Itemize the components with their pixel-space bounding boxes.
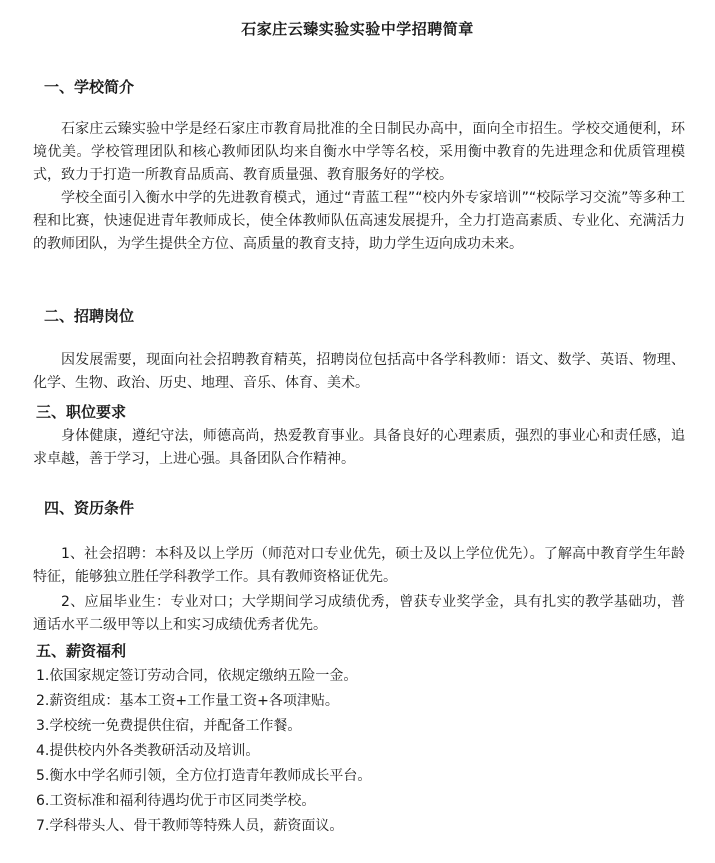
section-heading-positions: 二、招聘岗位 xyxy=(44,307,135,325)
paragraph-qualification-graduates: 2、应届毕业生：专业对口；大学期间学习成绩优秀，曾获专业奖学金，具有扎实的教学基础功，普通话水平二级甲等以上和实习成绩优秀者优先。 xyxy=(33,594,685,633)
section-heading-school-intro: 一、学校简介 xyxy=(44,78,135,96)
section-heading-qualifications: 四、资历条件 xyxy=(44,499,135,517)
benefits-list xyxy=(36,664,686,839)
paragraph-school-intro-1: 石家庄云臻实验中学是经石家庄市教育局批准的全日制民办高中，面向全市招生。学校交通便利，环境优美。学校管理团队和核心教师团队均来自衡水中学等名校，采用衡中教育的先进理念和优质管理模式，致力于打造一所教育品质高、教育质量强、教育服务好的学校。 xyxy=(33,121,685,183)
paragraph-school-intro-2: 学校全面引入衡水中学的先进教育模式，通过“青蓝工程”“校内外专家培训”“校际学习交流”等多种工程和比赛，快速促进青年教师成长，使全体教师队伍高速发展提升，全力打造高素质、专业化、充满活力的教师团队，为学生提供全方位、高质量的教育支持，助力学生迈向成功未来。 xyxy=(33,190,685,252)
paragraph-positions: 因发展需要，现面向社会招聘教育精英，招聘岗位包括高中各学科教师：语文、数学、英语、物理、化学、生物、政治、历史、地理、音乐、体育、美术。 xyxy=(33,352,685,391)
list-item: 1.依国家规定签订劳动合同，依规定缴纳五险一金。 xyxy=(36,668,358,684)
list-item: 4.提供校内外各类教研活动及培训。 xyxy=(36,743,260,759)
list-item: 5.衡水中学名师引领，全方位打造青年教师成长平台。 xyxy=(36,768,372,784)
section-heading-benefits: 五、薪资福利 xyxy=(36,642,127,660)
section-heading-requirements: 三、职位要求 xyxy=(36,403,127,421)
list-item: 7.学科带头人、骨干教师等特殊人员，薪资面议。 xyxy=(36,818,344,834)
document-title: 石家庄云臻实验实验中学招聘简章 xyxy=(241,20,474,38)
list-item: 6.工资标准和福利待遇均优于市区同类学校。 xyxy=(36,793,316,809)
list-item: 2.薪资组成：基本工资+工作量工资+各项津贴。 xyxy=(36,693,339,709)
list-item: 3.学校统一免费提供住宿，并配备工作餐。 xyxy=(36,718,302,734)
paragraph-qualification-social: 1、社会招聘：本科及以上学历（师范对口专业优先，硕士及以上学位优先）。了解高中教育学生年龄特征，能够独立胜任学科教学工作。具有教师资格证优先。 xyxy=(33,546,685,585)
paragraph-requirements: 身体健康，遵纪守法，师德高尚，热爱教育事业。具备良好的心理素质，强烈的事业心和责任感，追求卓越，善于学习，上进心强。具备团队合作精神。 xyxy=(33,428,685,467)
